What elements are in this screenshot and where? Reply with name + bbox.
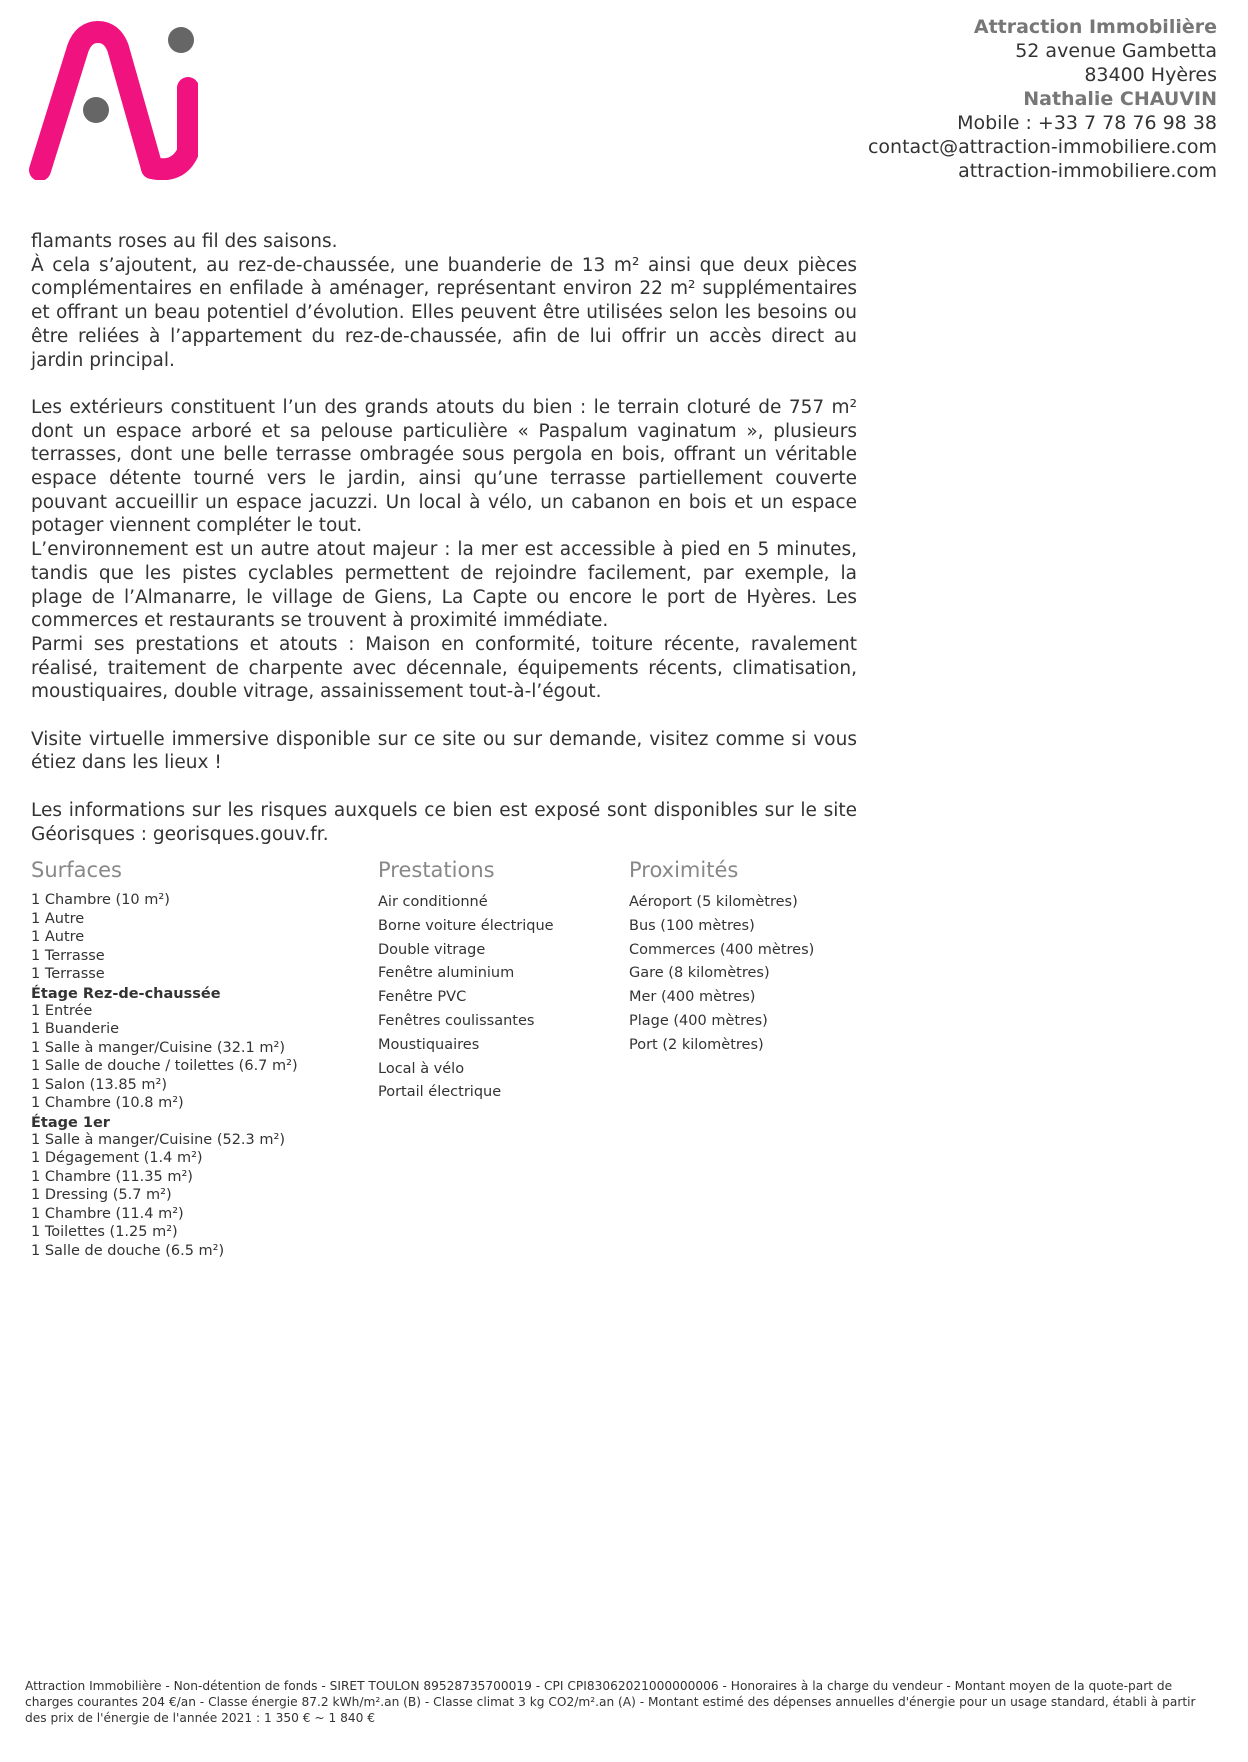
surface-item: 1 Salle de douche / toilettes (6.7 m²) (31, 1058, 298, 1074)
surface-item: 1 Buanderie (31, 1021, 120, 1037)
agent-mobile: Mobile : +33 7 78 76 98 38 (957, 112, 1217, 134)
logo-dot-top-icon (168, 27, 194, 53)
surface-item: 1 Autre (31, 929, 85, 945)
proximites-section (629, 857, 869, 1058)
surface-item: 1 Autre (31, 910, 85, 927)
proximite-item: Commerces (400 mètres) (629, 941, 815, 958)
surface-item: 1 Terrasse (31, 947, 105, 964)
surface-item: 1 Entrée (31, 1002, 93, 1019)
prestation-item: Borne voiture électrique (378, 917, 554, 934)
agency-address-line2: 83400 Hyères (1084, 64, 1217, 86)
surface-item: 1 Salle à manger/Cuisine (32.1 m²) (31, 1039, 285, 1056)
prestation-item: Fenêtre aluminium (378, 965, 515, 982)
proximite-item: Mer (400 mètres) (629, 989, 756, 1006)
agency-logo (28, 20, 198, 180)
agency-email[interactable]: contact@attraction-immobiliere.com (867, 136, 1217, 158)
surface-item: 1 Salle de douche (6.5 m²) (31, 1242, 225, 1259)
surface-item: 1 Terrasse (31, 966, 105, 982)
description-paragraph: Parmi ses prestations et atouts : Maison en conformité, toiture récente, ravalement réalisé, traitement de charpente avec décennale, équipements récents, climatisation, moustiquaires, double vitrage, assainissement tout-à-l’égout. (31, 633, 857, 703)
surface-item: 1 Chambre (11.35 m²) (31, 1168, 193, 1185)
proximite-item: Bus (100 mètres) (629, 917, 755, 934)
paragraph-spacer (31, 775, 857, 799)
proximite-item: Gare (8 kilomètres) (629, 965, 770, 982)
proximite-item: Aéroport (5 kilomètres) (629, 894, 798, 910)
description-paragraph: À cela s’ajoutent, au rez-de-chaussée, une buanderie de 13 m² ainsi que deux pièces complémentaires en enfilade à aménager, représentant environ 22 m² supplémentaires et offrant un beau potentiel d’évolution. Elles peuvent être utilisées selon les besoins ou être reliées à l’appartement du rez-de-chaussée, afin de lui offrir un accès direct au jardin principal. (31, 254, 857, 371)
floor-heading: Étage 1er (31, 1114, 110, 1131)
property-description (31, 230, 857, 846)
agent-name: Nathalie CHAUVIN (1023, 88, 1217, 110)
paragraph-spacer (31, 704, 857, 728)
prestation-item: Fenêtres coulissantes (378, 1012, 535, 1029)
paragraph-spacer (31, 372, 857, 396)
agency-contact-block (868, 15, 1217, 183)
legal-footer: Attraction Immobilière - Non-détention de fonds - SIRET TOULON 89528735700019 - CPI CPI83062021000000006 - Honoraires à la charge du vendeur - Montant moyen de la quote-part de charges courantes 204 €/an - Classe énergie 87.2 kWh/m².an (B) - Classe climat 3 kg CO2/m².an (A) - Montant estimé des dépenses annuelles d'énergie pour un usage standard, établi à partir des prix de l'énergie de l'année 2021 : 1 350 € ~ 1 840 € (25, 1679, 1196, 1725)
surface-item: 1 Toilettes (1.25 m²) (31, 1224, 178, 1240)
description-paragraph: Les informations sur les risques auxquels ce bien est exposé sont disponibles sur le site Géorisques : georisques.gouv.fr. (31, 799, 857, 845)
floor-heading: Étage Rez-de-chaussée (31, 985, 221, 1002)
prestation-item: Double vitrage (378, 941, 486, 958)
prestation-item: Fenêtre PVC (378, 989, 467, 1006)
proximites-title: Proximités (629, 858, 739, 882)
description-paragraph: Visite virtuelle immersive disponible sur ce site ou sur demande, visitez comme si vous étiez dans les lieux ! (31, 728, 857, 774)
agency-name: Attraction Immobilière (973, 16, 1217, 38)
proximite-item: Port (2 kilomètres) (629, 1036, 764, 1053)
surface-item: 1 Dégagement (1.4 m²) (31, 1150, 203, 1166)
logo-dot-mid-icon (83, 97, 109, 123)
description-paragraph: flamants roses au fil des saisons. (31, 231, 338, 252)
surface-item: 1 Salle à manger/Cuisine (52.3 m²) (31, 1131, 285, 1148)
prestation-item: Local à vélo (378, 1060, 465, 1077)
surface-item: 1 Chambre (11.4 m²) (31, 1205, 184, 1222)
surface-item: 1 Chambre (10.8 m²) (31, 1095, 184, 1111)
agency-website[interactable]: attraction-immobiliere.com (958, 160, 1217, 182)
surface-item: 1 Dressing (5.7 m²) (31, 1187, 172, 1203)
surface-item: 1 Salon (13.85 m²) (31, 1076, 167, 1093)
description-paragraph: Les extérieurs constituent l’un des grands atouts du bien : le terrain cloturé de 757 m² dont un espace arboré et sa pelouse particulière « Paspalum vaginatum », plusieurs terrasses, dont une belle terrasse ombragée sous pergola en bois, offrant un véritable espace détente tourné vers le jardin, ainsi qu’une terrasse partiellement couverte pouvant accueillir un espace jacuzzi. Un local à vélo, un cabanon en bois et un espace potager viennent compléter le tout. (31, 396, 857, 537)
prestations-title: Prestations (378, 858, 495, 882)
surfaces-section (31, 857, 371, 1260)
description-paragraph: L’environnement est un autre atout majeur : la mer est accessible à pied en 5 minutes, tandis que les pistes cyclables permettent de rejoindre facilement, par exemple, la plage de l’Almanarre, le village de Giens, La Capte ou encore le port de Hyères. Les commerces et restaurants se trouvent à proximité immédiate. (31, 539, 857, 632)
proximite-item: Plage (400 mètres) (629, 1012, 768, 1029)
prestation-item: Air conditionné (378, 894, 488, 910)
surface-item: 1 Chambre (10 m²) (31, 892, 170, 908)
agency-address-line1: 52 avenue Gambetta (1015, 40, 1217, 62)
prestations-section (378, 857, 618, 1105)
surfaces-title: Surfaces (31, 858, 122, 882)
prestation-item: Moustiquaires (378, 1036, 480, 1053)
prestation-item: Portail électrique (378, 1084, 502, 1101)
